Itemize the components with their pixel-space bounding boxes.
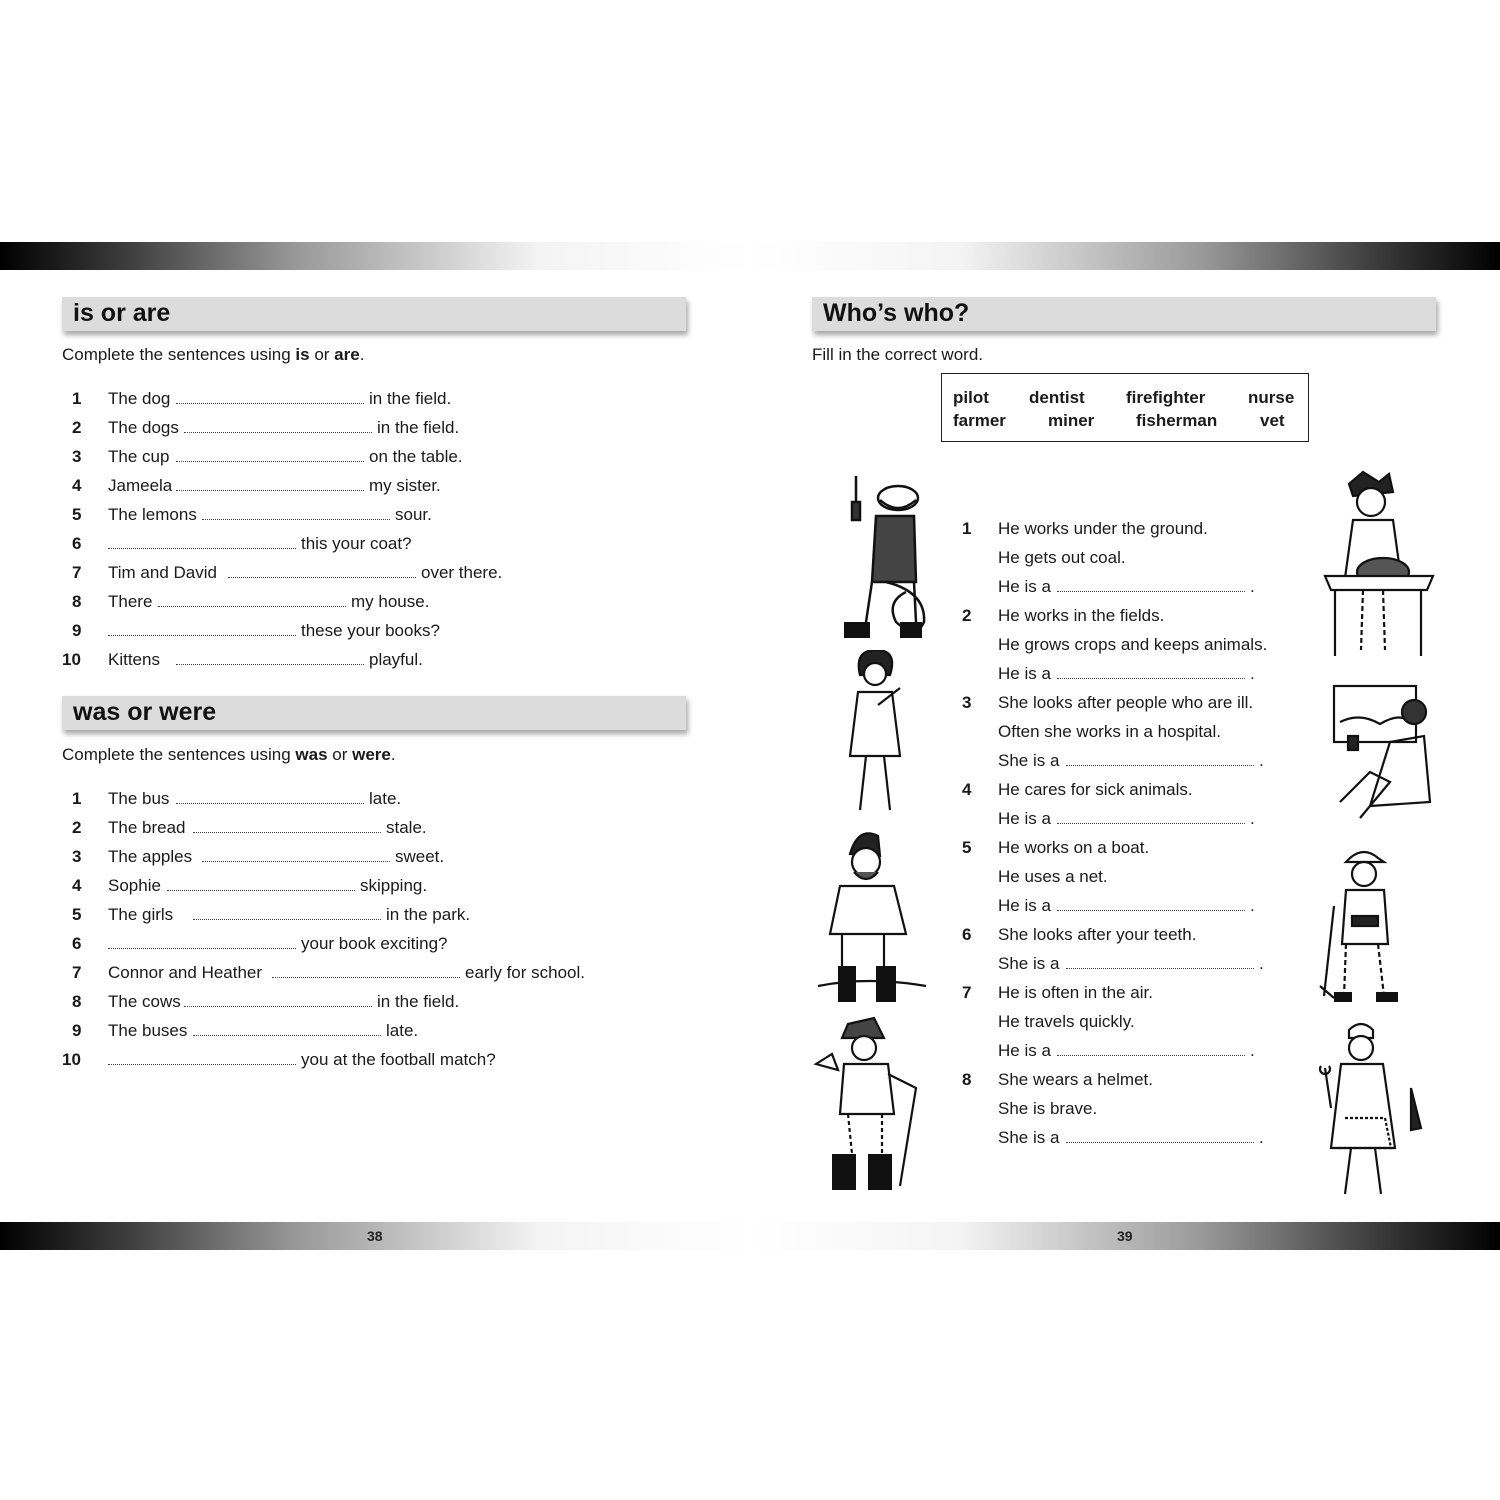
- answer-blank[interactable]: [184, 1006, 372, 1007]
- clue-line: She looks after your teeth.: [998, 925, 1197, 944]
- clue-line: He grows crops and keeps animals.: [998, 635, 1268, 654]
- item-number: 5: [72, 905, 82, 924]
- exercise-item: [62, 817, 662, 839]
- sentence-start: The dog: [108, 389, 171, 408]
- sentence-start: Kittens: [108, 650, 160, 669]
- answer-prefix: He is a: [998, 664, 1051, 683]
- clue-line: He works on a boat.: [998, 838, 1150, 857]
- exercise-item: [62, 991, 662, 1013]
- pilot-illustration: [1330, 682, 1432, 820]
- item-number: 4: [72, 476, 82, 495]
- item-number: 1: [962, 519, 972, 538]
- item-number: 6: [962, 925, 972, 944]
- page-number-left: 38: [367, 1228, 383, 1244]
- vet-illustration: [812, 1014, 932, 1196]
- clue-line: She wears a helmet.: [998, 1070, 1153, 1089]
- answer-blank[interactable]: [1066, 968, 1254, 969]
- answer-line: [998, 576, 1278, 598]
- instruction-is-are: Complete the sentences using is or are.: [62, 345, 365, 364]
- clue-line: He gets out coal.: [998, 548, 1126, 567]
- answer-line: [998, 808, 1278, 830]
- answer-blank[interactable]: [228, 577, 416, 578]
- answer-suffix: .: [1250, 664, 1255, 683]
- sentence-start: The bread: [108, 818, 186, 837]
- sentence-end: over there.: [421, 563, 503, 582]
- answer-line: [998, 1127, 1278, 1149]
- word-bank-item: vet: [1260, 411, 1285, 430]
- sentence-end: stale.: [386, 818, 427, 837]
- instruction-was-were: Complete the sentences using was or were.: [62, 745, 396, 764]
- item-number: 3: [72, 447, 82, 466]
- word-bank-item: dentist: [1029, 388, 1085, 407]
- exercise-item: [62, 504, 662, 526]
- section-title: Who’s who?: [823, 299, 970, 327]
- exercise-item: [62, 562, 662, 584]
- clue-line: He uses a net.: [998, 867, 1108, 886]
- exercise-item: [62, 388, 662, 410]
- exercise-item: [62, 933, 662, 955]
- sentence-start: Tim and David: [108, 563, 217, 582]
- answer-blank[interactable]: [1057, 910, 1245, 911]
- answer-blank[interactable]: [193, 919, 381, 920]
- sentence-end: on the table.: [369, 447, 463, 466]
- sentence-start: The buses: [108, 1021, 188, 1040]
- item-number: 4: [72, 876, 82, 895]
- item-number: 6: [72, 934, 82, 953]
- clue-line: She is brave.: [998, 1099, 1098, 1118]
- sentence-end: early for school.: [465, 963, 585, 982]
- sentence-start: The apples: [108, 847, 193, 866]
- exercise-item: [62, 846, 662, 868]
- answer-line: [998, 663, 1278, 685]
- item-number: 2: [72, 418, 82, 437]
- firefighter-illustration: [836, 472, 931, 644]
- exercise-item: [62, 475, 662, 497]
- sentence-end: this your coat?: [301, 534, 412, 553]
- answer-blank[interactable]: [158, 606, 346, 607]
- exercise-item: [62, 1049, 662, 1071]
- word-bank-item: nurse: [1248, 388, 1295, 407]
- word-bank: [941, 373, 1309, 442]
- answer-line: [998, 953, 1278, 975]
- answer-line: [998, 1040, 1278, 1062]
- page-number-right: 39: [1117, 1228, 1133, 1244]
- item-number: 1: [72, 389, 82, 408]
- sentence-start: The cup: [108, 447, 170, 466]
- nurse-illustration: [838, 650, 913, 815]
- section-title: was or were: [73, 698, 217, 726]
- sentence-end: you at the football match?: [301, 1050, 496, 1069]
- item-number: 5: [72, 505, 82, 524]
- bottom-gradient-bar: [0, 1222, 1500, 1250]
- answer-suffix: .: [1259, 751, 1264, 770]
- sentence-start: The lemons: [108, 505, 197, 524]
- section-header-whos-who: [812, 297, 1436, 331]
- answer-suffix: .: [1250, 896, 1255, 915]
- section-title: is or are: [73, 299, 171, 327]
- answer-prefix: She is a: [998, 954, 1060, 973]
- item-number: 8: [72, 992, 82, 1011]
- exercise-item: [62, 591, 662, 613]
- sentence-end: sweet.: [395, 847, 445, 866]
- clue-line: She looks after people who are ill.: [998, 693, 1254, 712]
- farmer-illustration: [818, 826, 928, 1006]
- answer-blank[interactable]: [202, 519, 390, 520]
- sentence-end: playful.: [369, 650, 423, 669]
- sentence-start: There: [108, 592, 153, 611]
- clue-line: He works under the ground.: [998, 519, 1208, 538]
- exercise-item: [62, 649, 662, 671]
- item-number: 3: [72, 847, 82, 866]
- answer-blank[interactable]: [1057, 823, 1245, 824]
- sentence-end: in the park.: [386, 905, 471, 924]
- answer-prefix: He is a: [998, 896, 1051, 915]
- exercise-item: [62, 788, 662, 810]
- word-bank-item: miner: [1048, 411, 1095, 430]
- answer-blank[interactable]: [108, 1064, 296, 1065]
- dentist-illustration: [1323, 470, 1436, 658]
- sentence-start: Sophie: [108, 876, 161, 895]
- item-number: 5: [962, 838, 972, 857]
- answer-blank[interactable]: [176, 490, 364, 491]
- item-number: 10: [62, 1050, 81, 1069]
- sentence-start: The cows: [108, 992, 181, 1011]
- item-number: 7: [72, 563, 82, 582]
- sentence-start: The dogs: [108, 418, 179, 437]
- answer-blank[interactable]: [184, 432, 372, 433]
- sentence-end: in the field.: [377, 418, 460, 437]
- section-header-was-were: [62, 696, 686, 730]
- nurse-with-tools-illustration: [1311, 1018, 1439, 1198]
- clue-line: Often she works in a hospital.: [998, 722, 1222, 741]
- answer-blank[interactable]: [193, 1035, 381, 1036]
- answer-suffix: .: [1250, 577, 1255, 596]
- sentence-end: my sister.: [369, 476, 441, 495]
- sentence-end: my house.: [351, 592, 430, 611]
- sentence-end: late.: [386, 1021, 419, 1040]
- clue-line: He travels quickly.: [998, 1012, 1135, 1031]
- sentence-end: sour.: [395, 505, 432, 524]
- clue-line: He cares for sick animals.: [998, 780, 1193, 799]
- answer-blank[interactable]: [167, 890, 355, 891]
- item-number: 7: [72, 963, 82, 982]
- answer-blank[interactable]: [108, 548, 296, 549]
- sentence-start: Jameela: [108, 476, 173, 495]
- answer-blank[interactable]: [193, 832, 381, 833]
- answer-suffix: .: [1250, 1041, 1255, 1060]
- sentence-start: The girls: [108, 905, 174, 924]
- answer-prefix: He is a: [998, 809, 1051, 828]
- item-number: 1: [72, 789, 82, 808]
- answer-prefix: He is a: [998, 577, 1051, 596]
- sentence-start: Connor and Heather: [108, 963, 263, 982]
- answer-blank[interactable]: [176, 803, 364, 804]
- answer-blank[interactable]: [108, 948, 296, 949]
- answer-blank[interactable]: [202, 861, 390, 862]
- answer-suffix: .: [1250, 809, 1255, 828]
- answer-blank[interactable]: [108, 635, 296, 636]
- sentence-start: The bus: [108, 789, 170, 808]
- item-number: 9: [72, 621, 82, 640]
- sentence-end: skipping.: [360, 876, 428, 895]
- answer-blank[interactable]: [176, 403, 364, 404]
- exercise-item: [62, 1020, 662, 1042]
- instruction-whos-who: Fill in the correct word.: [812, 345, 983, 364]
- item-number: 10: [62, 650, 81, 669]
- answer-suffix: .: [1259, 1128, 1264, 1147]
- answer-line: [998, 895, 1278, 917]
- sentence-end: in the field.: [369, 389, 452, 408]
- sentence-end: these your books?: [301, 621, 440, 640]
- answer-line: [998, 750, 1278, 772]
- answer-blank[interactable]: [176, 461, 364, 462]
- item-number: 2: [962, 606, 972, 625]
- exercise-item: [62, 446, 662, 468]
- exercise-item: [62, 533, 662, 555]
- exercise-item: [62, 417, 662, 439]
- item-number: 8: [72, 592, 82, 611]
- answer-prefix: She is a: [998, 1128, 1060, 1147]
- answer-blank[interactable]: [1057, 591, 1245, 592]
- item-number: 4: [962, 780, 972, 799]
- answer-blank[interactable]: [1057, 1055, 1245, 1056]
- answer-blank[interactable]: [272, 977, 460, 978]
- answer-blank[interactable]: [1066, 1142, 1254, 1143]
- sentence-end: in the field.: [377, 992, 460, 1011]
- answer-blank[interactable]: [1066, 765, 1254, 766]
- exercise-item: [62, 962, 662, 984]
- clue-line: He is often in the air.: [998, 983, 1153, 1002]
- top-gradient-bar: [0, 242, 1500, 270]
- item-number: 6: [72, 534, 82, 553]
- word-bank-item: pilot: [953, 388, 989, 407]
- clue-line: He works in the fields.: [998, 606, 1165, 625]
- exercise-item: [62, 904, 662, 926]
- miner-illustration: [1314, 846, 1412, 1006]
- item-number: 7: [962, 983, 972, 1002]
- answer-blank[interactable]: [1057, 678, 1245, 679]
- sentence-end: late.: [369, 789, 402, 808]
- item-number: 2: [72, 818, 82, 837]
- answer-blank[interactable]: [176, 664, 364, 665]
- exercise-item: [62, 875, 662, 897]
- answer-prefix: She is a: [998, 751, 1060, 770]
- word-bank-item: fisherman: [1136, 411, 1218, 430]
- word-bank-item: firefighter: [1126, 388, 1206, 407]
- exercise-item: [62, 620, 662, 642]
- word-bank-item: farmer: [953, 411, 1006, 430]
- sentence-end: your book exciting?: [301, 934, 448, 953]
- item-number: 3: [962, 693, 972, 712]
- answer-prefix: He is a: [998, 1041, 1051, 1060]
- item-number: 9: [72, 1021, 82, 1040]
- answer-suffix: .: [1259, 954, 1264, 973]
- section-header-is-are: [62, 297, 686, 331]
- item-number: 8: [962, 1070, 972, 1089]
